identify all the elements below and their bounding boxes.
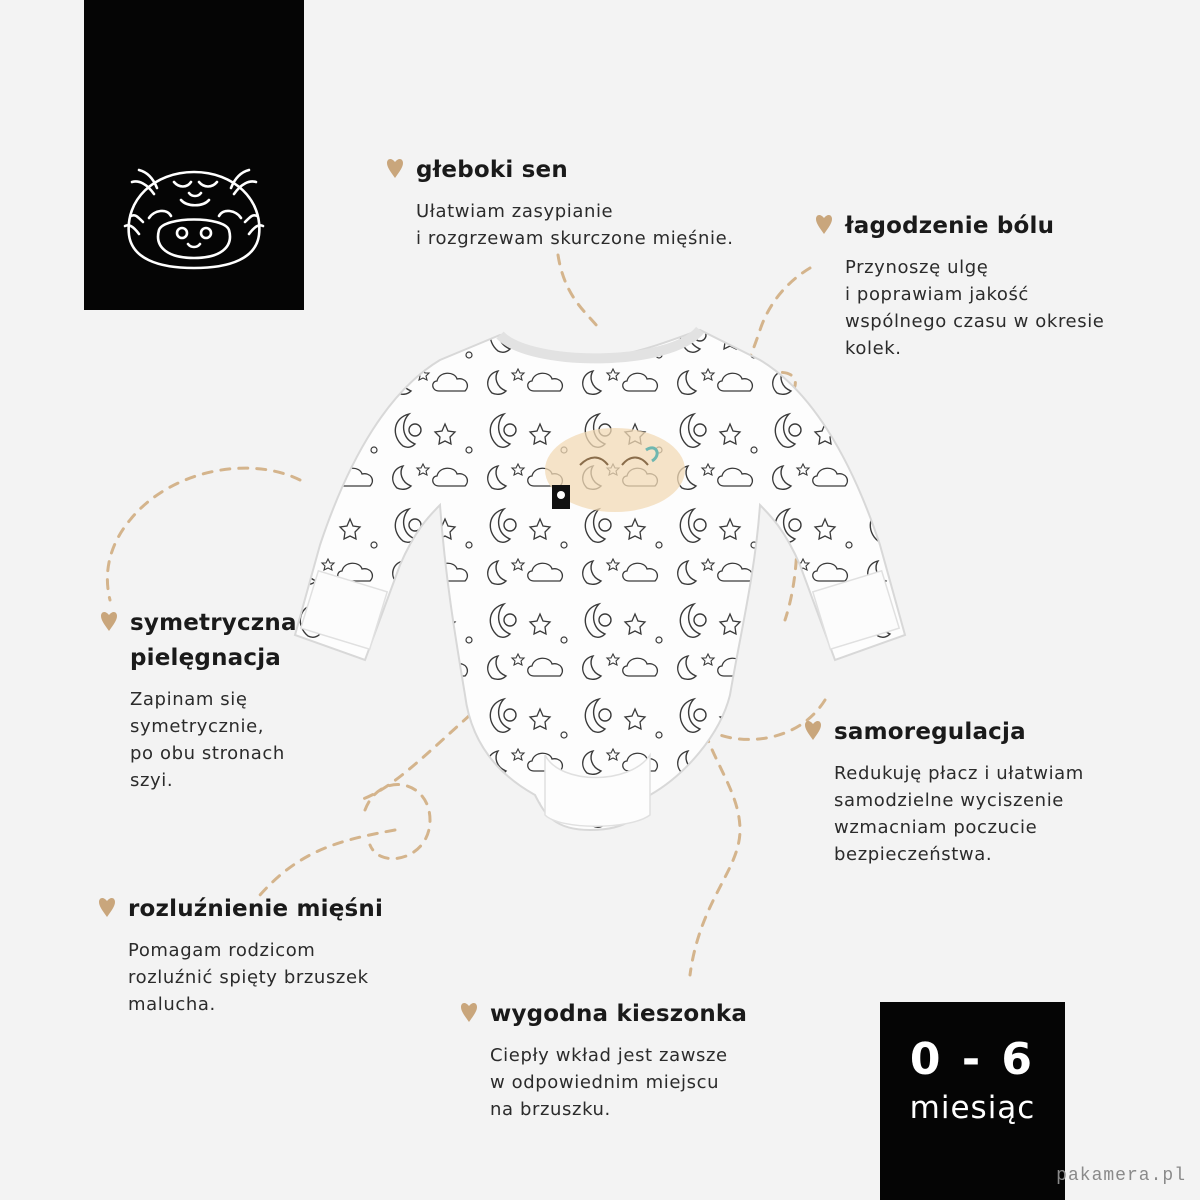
feature-comfy-pocket xyxy=(460,997,747,1123)
heart-icon xyxy=(98,896,116,918)
feature-title: rozluźnienie mięśni xyxy=(128,896,384,922)
description-line: wzmacniam poczucie xyxy=(834,817,1038,838)
description-line: i rozgrzewam skurczone mięśnie. xyxy=(416,228,734,249)
feature-description xyxy=(490,1042,747,1123)
feature-symmetric-care xyxy=(100,606,297,794)
description-line: bezpieczeństwa. xyxy=(834,844,993,865)
description-line: na brzuszku. xyxy=(490,1099,611,1120)
description-line: rozluźnić spięty brzuszek xyxy=(128,967,369,988)
description-line: w odpowiednim miejscu xyxy=(490,1072,720,1093)
age-range-badge xyxy=(880,1002,1065,1200)
description-line: symetrycznie, xyxy=(130,716,265,737)
description-line: Redukuję płacz i ułatwiam xyxy=(834,763,1084,784)
feature-description xyxy=(130,686,297,794)
feature-description xyxy=(834,760,1084,868)
feature-title: głeboki sen xyxy=(416,157,568,183)
heart-icon xyxy=(804,719,822,741)
feature-self-regulation xyxy=(804,715,1084,868)
feature-title: wygodna kieszonka xyxy=(490,1001,748,1027)
heart-icon xyxy=(100,610,118,632)
feature-description xyxy=(845,254,1104,362)
feature-deep-sleep xyxy=(386,153,734,252)
feature-description xyxy=(128,937,383,1018)
feature-description xyxy=(416,198,734,252)
heart-icon xyxy=(386,157,404,179)
heart-icon xyxy=(460,1001,478,1023)
description-line: Zapinam się xyxy=(130,689,248,710)
age-range: 0 - 6 xyxy=(909,1034,1036,1085)
title-line: symetryczna xyxy=(130,610,297,636)
description-line: szyi. xyxy=(130,770,174,791)
description-line: samodzielne wyciszenie xyxy=(834,790,1064,811)
description-line: Ułatwiam zasypianie xyxy=(416,201,614,222)
description-line: Pomagam rodzicom xyxy=(128,940,316,961)
feature-muscle-relaxation xyxy=(98,892,383,1018)
description-line: Ciepły wkład jest zawsze xyxy=(490,1045,728,1066)
description-line: malucha. xyxy=(128,994,216,1015)
watermark: pakamera.pl xyxy=(1056,1166,1186,1186)
sleeping-bear-face-logo xyxy=(119,160,269,275)
description-line: po obu stronach xyxy=(130,743,285,764)
age-unit: miesiąc xyxy=(909,1090,1036,1126)
title-line: pielęgnacja xyxy=(130,645,282,671)
feature-title xyxy=(130,606,297,676)
description-line: kolek. xyxy=(845,338,902,359)
feature-pain-relief xyxy=(815,209,1104,362)
description-line: Przynoszę ulgę xyxy=(845,257,989,278)
description-line: i poprawiam jakość xyxy=(845,284,1029,305)
feature-title: samoregulacja xyxy=(834,719,1026,745)
heart-icon xyxy=(815,213,833,235)
feature-title: łagodzenie bólu xyxy=(845,213,1055,239)
description-line: wspólnego czasu w okresie xyxy=(845,311,1105,332)
brand-logo-tile xyxy=(84,0,304,310)
